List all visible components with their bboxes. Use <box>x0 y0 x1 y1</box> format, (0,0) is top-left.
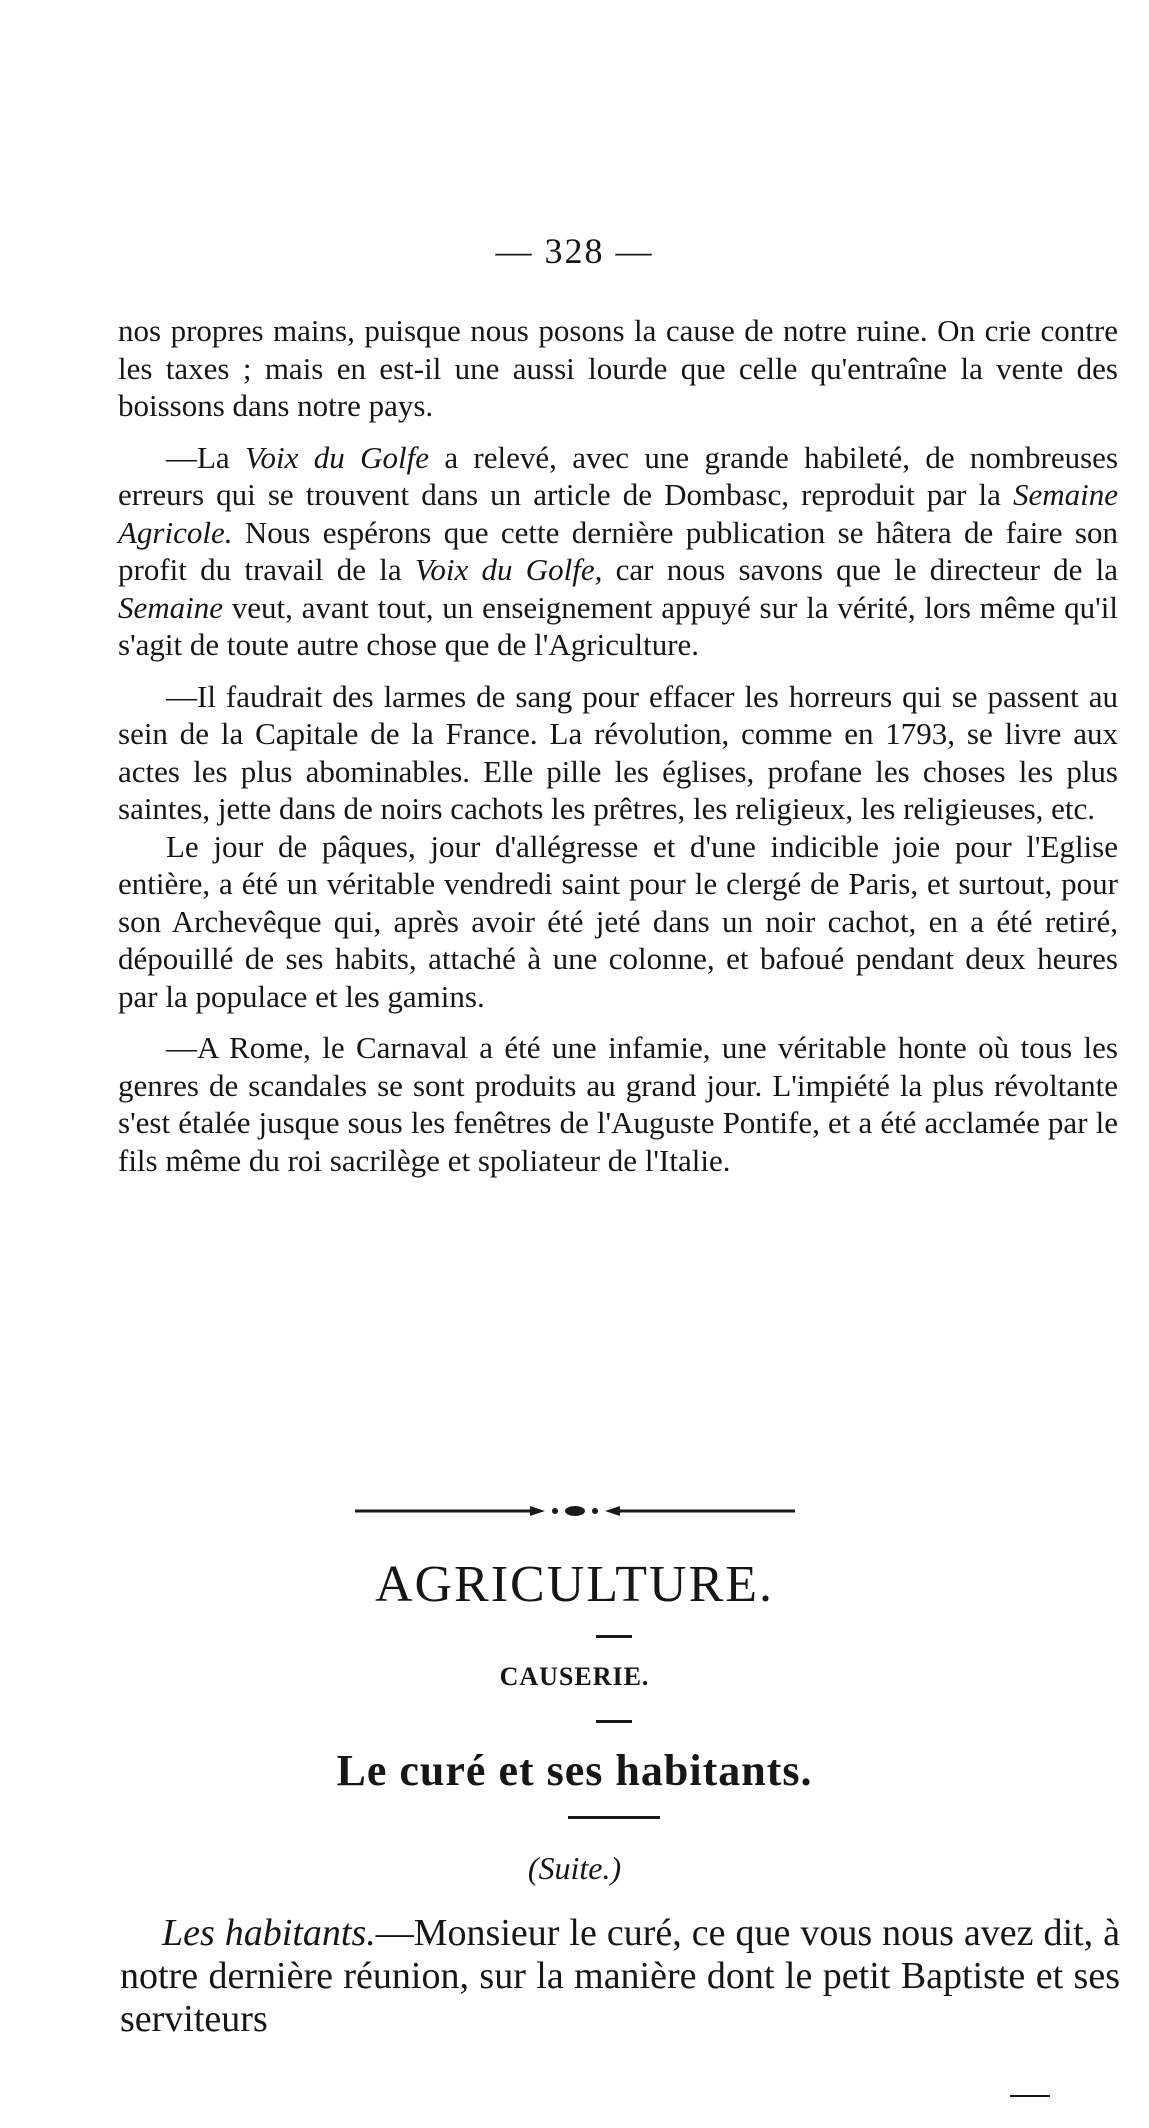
section-subheading: CAUSERIE. <box>499 1662 650 1691</box>
paragraph-1: nos propres mains, puisque nous posons la cause de notre ruine. On crie contre les taxes ; mais en est-il une aussi lourde que celle qu'entraîne la vente des boissons dans notre pays. <box>118 313 1118 423</box>
speaker-label: Les habitants. <box>162 1912 376 1954</box>
section-ornament <box>0 1503 1149 1524</box>
divider <box>596 1635 632 1638</box>
dialogue-paragraph <box>120 1912 1120 2041</box>
paragraph-3: —Il faudrait des larmes de sang pour effacer les horreurs qui se passent au sein de la Capitale de la France. La révolution, comme en 1793, se livre aux actes les plus abominables. Elle pille les églises, profane les choses les plus saintes, jette dans de noirs cachots les prêtres, les religieux, les religieuses, etc. <box>118 678 1118 826</box>
section-heading: AGRICULTURE. <box>374 1556 775 1613</box>
suite-text: (Suite.) <box>527 1850 622 1886</box>
paragraph-2-italic: Semaine Agricole. <box>118 477 1118 550</box>
paragraph-2-part: —La <box>166 439 246 475</box>
paragraph-2 <box>118 439 1118 664</box>
dialogue-body: —Monsieur le curé, ce que vous nous avez dit, à notre dernière réunion, sur la manière dont le petit Baptiste et ses serviteurs <box>120 1912 1120 2040</box>
dialogue-text <box>120 1912 1120 2041</box>
article-body <box>118 312 1118 1179</box>
paragraph-2-part: car nous savons que le directeur de la <box>602 552 1118 587</box>
paragraph-2-italic: Semaine <box>118 589 224 625</box>
paragraph-2-italic: Voix du Golfe, <box>414 552 603 587</box>
paragraph-4: Le jour de pâques, jour d'allégresse et d'une indicible joie pour l'Eglise entière, a été un véritable vendredi saint pour le clergé de Paris, et surtout, pour son Archevêque qui, après avoir été jeté dans un noir cachot, en a été retiré, dépouillé de ses habits, attaché à une colonne, et bafoué pendant deux heures par la populace et les gamins. <box>118 828 1118 1014</box>
divider <box>568 1816 660 1819</box>
article-title: Le curé et ses habitants. <box>336 1746 813 1795</box>
paragraph-2-part: a relevé, avec une grande habileté, de nombreuses erreurs qui se trouvent dans un article de Dombasc, reproduit par la <box>118 439 1119 512</box>
paragraph-2-italic: Voix du Golfe <box>245 439 429 475</box>
divider <box>596 1720 632 1723</box>
paragraph-5: —A Rome, le Carnaval a été une infamie, une véritable honte où tous les genres de scandales se sont produits au grand jour. L'impiété la plus révoltante s'est étalée jusque sous les fenêtres de l'Auguste Pontife, et a été acclamée par le fils même du roi sacrilège et spoliateur de l'Italie. <box>118 1030 1118 1178</box>
page-number: — 328 — <box>495 231 654 271</box>
paragraph-2-part: Nous espérons que cette dernière publication se hâtera de faire son profit du travail de la <box>118 514 1118 587</box>
page-end-mark <box>1010 2095 1050 2097</box>
continuation-note <box>0 1850 1149 1887</box>
paragraph-2-part: veut, avant tout, un enseignement appuyé sur la vérité, lors même qu'il s'agit de toute autre chose que de l'Agriculture. <box>118 589 1118 662</box>
